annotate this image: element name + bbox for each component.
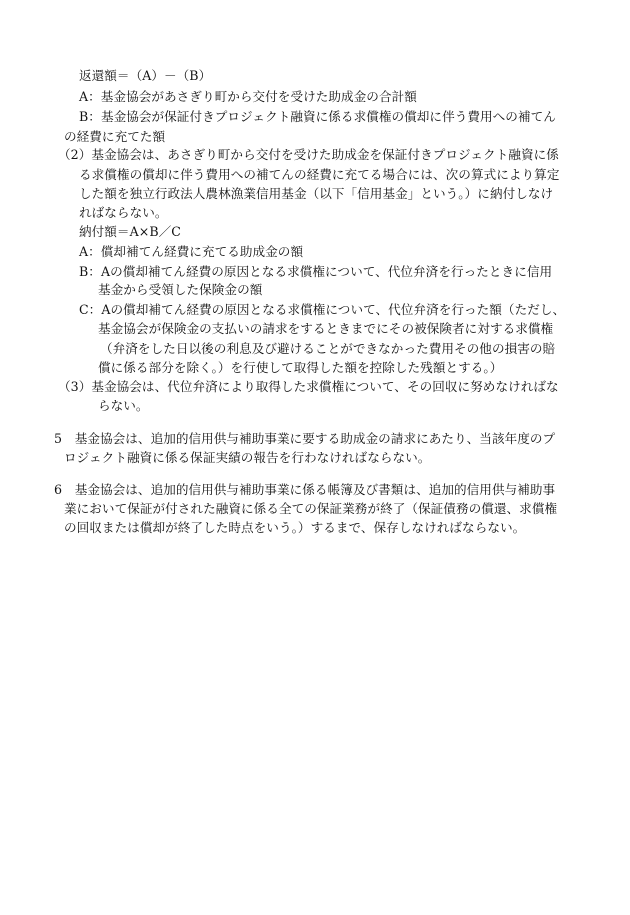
clause-2-line-2: る求償権の償却に伴う費用への補てんの経費に充てる場合には、次の算式により算定 (79, 167, 560, 182)
clause-2-line-3: した額を独立行政法人農林漁業信用基金（以下「信用基金」という。）に納付しなけ (79, 186, 554, 201)
definition-b: B：基金協会が保証付きプロジェクト融資に係る求償権の償却に伴う費用への補てん (79, 109, 556, 124)
definition-b-cont: の経費に充てた額 (64, 129, 166, 144)
payment-definition-c: C：Aの償却補てん経費の原因となる求償権について、代位弁済を行った額（ただし、 (79, 302, 566, 317)
definition-a: A：基金協会があさぎり町から交付を受けた助成金の合計額 (79, 89, 417, 104)
formula-payment: 納付額＝A×B／C (79, 224, 181, 239)
payment-definition-c-cont-1: 基金協会が保険金の支払いの請求をするときまでにその被保険者に対する求償権 (98, 321, 554, 336)
payment-definition-c-cont-2: （弁済をした日以後の利息及び避けることができなかった費用その他の損害の賠 (100, 341, 556, 356)
clause-2-line-4: ればならない。 (79, 205, 168, 220)
section-6-line-2: 業において保証が付された融資に係る全ての保証業務が終了（保証債務の償還、求償権 (64, 501, 558, 516)
clause-2-line-1: （2）基金協会は、あさぎり町から交付を受けた助成金を保証付きプロジェクト融資に係 (58, 147, 559, 162)
section-5-line-2: ロジェクト融資に係る保証実績の報告を行わなければならない。 (64, 450, 431, 465)
payment-definition-c-cont-3: 償に係る部分を除く。）を行使して取得した額を控除した残額とする。） (98, 360, 503, 375)
section-5-line-1: 5 基金協会は、追加的信用供与補助事業に要する助成金の請求にあたり、当該年度のプ (54, 431, 556, 446)
section-6-line-3: の回収または償却が終了した時点をいう。）するまで、保存しなければならない。 (64, 520, 526, 535)
clause-3-line-2: らない。 (98, 398, 149, 413)
payment-definition-b-cont: 基金から受領した保険金の額 (98, 282, 263, 297)
clause-3-line-1: （3）基金協会は、代位弁済により取得した求償権について、その回収に努めなければな (58, 379, 559, 394)
section-6-line-1: 6 基金協会は、追加的信用供与補助事業に係る帳簿及び書類は、追加的信用供与補助事 (54, 482, 556, 497)
payment-definition-a: A：償却補てん経費に充てる助成金の額 (79, 244, 304, 259)
payment-definition-b: B：Aの償却補てん経費の原因となる求償権について、代位弁済を行ったときに信用 (79, 264, 553, 279)
formula-repayment: 返還額＝（A）－（B） (79, 68, 212, 83)
